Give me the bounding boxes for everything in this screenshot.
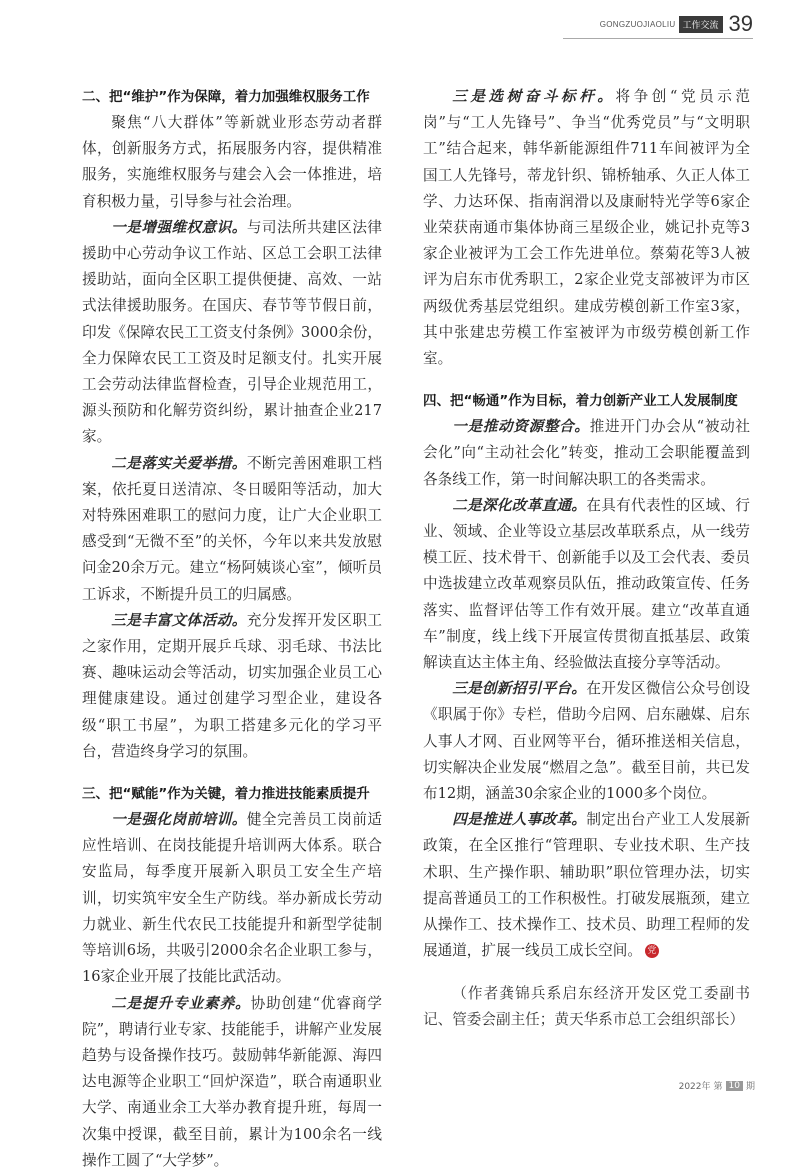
paragraph: 一是增强维权意识。与司法所共建区法律援助中心劳动争议工作站、区总工会职工法律援助站，面向全区职工提供便捷、高效、一站式法律援助服务。在国庆、春节等节假日前，印发《保障农民工工资支付条例》3000余份，全力保障农民工工资及时足额支付。扎实开展工会劳动法律监督检查，引导企业规范用工，源头预防和化解劳资纠纷，累计抽查企业217家。 bbox=[82, 218, 382, 446]
paragraph-lead: 三是选树奋斗标杆。 bbox=[452, 88, 616, 105]
section-heading-2: 二、把“维护”作为保障，着力加强维权服务工作 bbox=[82, 89, 370, 105]
section-heading-4: 四、把“畅通”作为目标，着力创新产业工人发展制度 bbox=[423, 393, 738, 410]
page-footer bbox=[679, 1079, 755, 1092]
issue-number: 10 bbox=[726, 1081, 743, 1091]
right-column bbox=[423, 84, 750, 1033]
paragraph: 四是推进人事改革。制定出台产业工人发展新政策，在全区推行“管理职、专业技术职、生产技术职、生产操作职、辅助职”职位管理办法，切实提高普通员工的工作积极性。打破发展瓶颈，建立从操作工、技术操作工、技术员、助理工程师的发展通道，扩展一线员工成长空间。 党 bbox=[423, 811, 750, 960]
left-column bbox=[82, 84, 382, 1174]
paragraph-lead: 一是强化岗前培训。 bbox=[111, 811, 247, 829]
paragraph: 一是强化岗前培训。健全完善员工岗前适应性培训、在岗技能提升培训两大体系。联合安监局，每季度开展新入职员工安全生产培训，切实筑牢安全生产防线。举办新成长劳动力就业、新生代农民工技能提升和新型学徒制等培训6场，共吸引2000余名企业职工参与，16家企业开展了技能比武活动。 bbox=[82, 811, 382, 986]
page-header bbox=[600, 10, 753, 38]
page-number: 39 bbox=[728, 11, 753, 36]
paragraph-lead: 一是增强维权意识。 bbox=[111, 218, 247, 236]
paragraph: 二是落实关爱举措。不断完善困难职工档案，依托夏日送清凉、冬日暖阳等活动，加大对特殊困难职工的慰问力度，让广大企业职工感受到“无微不至”的关怀，今年以来共发放慰问金20余万元。建立“杨阿姨谈心室”，倾听员工诉求，不断提升员工的归属感。 bbox=[82, 454, 382, 603]
paragraph-lead: 四是推进人事改革。 bbox=[452, 811, 587, 829]
paragraph: 二是深化改革直通。在具有代表性的区域、行业、领域、企业等设立基层改革联系点，从一线劳模工匠、技术骨干、创新能手以及工会代表、委员中选拔建立改革观察员队伍，推动政策宣传、任务落实、监督评估等工作有效开展。建立“改革直通车”制度，线上线下开展宣传贯彻直抵基层、政策解读直达主体主角、经验做法直接分享等活动。 bbox=[423, 496, 750, 672]
paragraph-lead: 三是丰富文体活动。 bbox=[111, 611, 247, 629]
author-note: （作者龚锦兵系启东经济开发区党工委副书记、管委会副主任；黄天华系市总工会组织部长） bbox=[423, 984, 750, 1028]
paragraph-lead: 二是提升专业素养。 bbox=[111, 994, 251, 1012]
paragraph: 二是提升专业素养。协助创建“优睿商学院”，聘请行业专家、技能能手，讲解产业发展趋势与设备操作技巧。鼓励韩华新能源、海四达电源等企业职工“回炉深造”，联合南通职业大学、南通业余工大举办教育提升班，每周一次集中授课，截至目前，累计为100余名一线操作工圆了“大学梦”。 bbox=[82, 994, 382, 1169]
paragraph: 一是推动资源整合。推进开门办会从“被动社会化”向“主动社会化”转变，推动工会职能覆盖到各条线工作，第一时间解决职工的各类需求。 bbox=[423, 418, 750, 488]
paragraph: 三是选树奋斗标杆。将争创“党员示范岗”与“工人先锋号”、争当“优秀党员”与“文明职工”结合起来，韩华新能源组件711车间被评为全国工人先锋号，蒂龙针织、锦桥轴承、久正人体工学、力达环保、指南润滑以及康耐特光学等6家企业荣获南通市集体协商三星级企业，姚记扑克等3家企业被评为工会工作先进单位。蔡菊花等3人被评为启东市优秀职工，2家企业党支部被评为市区两级优秀基层党组织。建成劳模创新工作室3家，其中张建忠劳模工作室被评为市级劳模创新工作室。 bbox=[423, 88, 750, 368]
footer-qi: 期 bbox=[745, 1082, 755, 1092]
paragraph-lead: 二是落实关爱举措。 bbox=[111, 454, 247, 472]
paragraph: 三是创新招引平台。在开发区微信公众号创设《职属于你》专栏，借助今启网、启东融媒、启东人事人才网、百业网等平台，循环推送相关信息，切实解决企业发展“燃眉之急”。截至目前，共已发布12期，涵盖30余家企业的1000多个岗位。 bbox=[423, 680, 750, 803]
paragraph: 三是丰富文体活动。充分发挥开发区职工之家作用，定期开展乒乓球、羽毛球、书法比赛、趣味运动会等活动，切实加强企业员工心理健康建设。通过创建学习型企业，建设各级“职工书屋”，为职工搭建多元化的学习平台，营造终身学习的氛围。 bbox=[82, 611, 382, 760]
footer-di: 第 bbox=[713, 1082, 723, 1092]
paragraph: 聚焦“八大群体”等新就业形态劳动者群体，创新服务方式，拓展服务内容，提供精准服务，实施维权服务与建会入会一体推进，培育积极力量，引导参与社会治理。 bbox=[82, 114, 382, 210]
header-rule bbox=[563, 38, 753, 39]
section-title: 工作交流 bbox=[679, 16, 723, 33]
section-heading-3: 三、把“赋能”作为关键，着力推进技能素质提升 bbox=[82, 786, 370, 803]
end-mark-icon: 党 bbox=[645, 944, 659, 958]
paragraph-lead: 二是深化改革直通。 bbox=[452, 496, 587, 514]
paragraph-lead: 三是创新招引平台。 bbox=[452, 680, 587, 698]
section-pinyin: GONGZUOJIAOLIU bbox=[599, 19, 676, 29]
paragraph-lead: 一是推动资源整合。 bbox=[452, 418, 590, 436]
footer-year: 2022年 bbox=[678, 1082, 711, 1092]
